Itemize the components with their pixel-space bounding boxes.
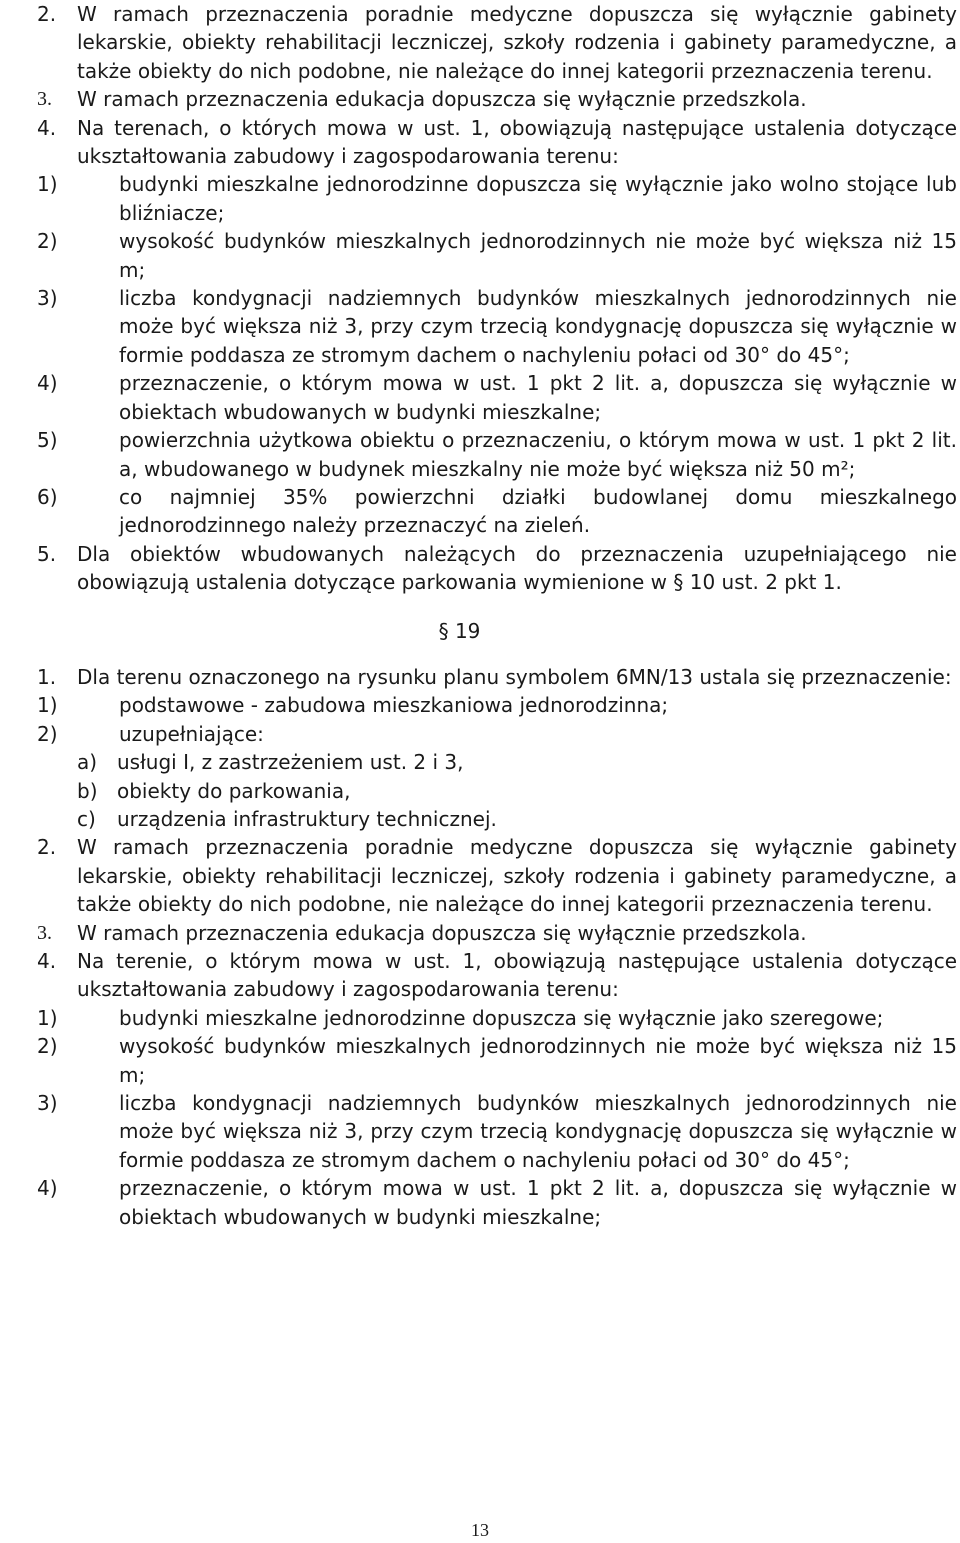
paragraph-3 bbox=[37, 919, 957, 947]
item-number: 1) bbox=[37, 693, 58, 718]
paragraph-number: 2. bbox=[37, 2, 57, 26]
list-item bbox=[37, 691, 957, 719]
list-item bbox=[37, 483, 957, 540]
paragraph-text: W ramach przeznaczenia edukacja dopuszcza się wyłącznie przedszkola. bbox=[77, 87, 807, 112]
sub-item-text: urządzenia infrastruktury technicznej. bbox=[117, 806, 497, 831]
sub-list-item bbox=[77, 777, 957, 805]
paragraph-4 bbox=[37, 114, 957, 171]
paragraph-text: Dla terenu oznaczonego na rysunku planu symbolem 6MN/13 ustala się przeznaczenie: bbox=[77, 664, 952, 689]
item-text: wysokość budynków mieszkalnych jednorodzinnych nie może być większa niż 15 m; bbox=[119, 229, 957, 282]
paragraph-text: Dla obiektów wbudowanych należących do przeznaczenia uzupełniającego nie obowiązują ustalenia dotyczące parkowania wymienione w § 10 ust. 2 pkt 1. bbox=[77, 541, 957, 595]
paragraph-text: W ramach przeznaczenia edukacja dopuszcza się wyłącznie przedszkola. bbox=[77, 920, 807, 945]
item-text: wysokość budynków mieszkalnych jednorodzinnych nie może być większa niż 15 m; bbox=[119, 1034, 957, 1087]
paragraph-4 bbox=[37, 947, 957, 1004]
item-number: 5) bbox=[37, 428, 58, 453]
item-number: 1) bbox=[37, 1005, 58, 1030]
paragraph-text: Na terenach, o których mowa w ust. 1, obowiązują następujące ustalenia dotyczące ukształtowania zabudowy i zagospodarowania terenu: bbox=[77, 115, 957, 169]
item-text: budynki mieszkalne jednorodzinne dopuszcza się wyłącznie jako wolno stojące lub bliźniacze; bbox=[119, 172, 957, 225]
sub-item-letter: b) bbox=[77, 778, 98, 803]
paragraph-text: W ramach przeznaczenia poradnie medyczne dopuszcza się wyłącznie gabinety lekarskie, obiekty rehabilitacji leczniczej, szkoły rodzenia i gabinety paramedyczne, a także obiekty do nich podobne, nie należące do innej kategorii przeznaczenia terenu. bbox=[77, 2, 957, 83]
paragraph-2 bbox=[37, 0, 957, 85]
paragraph-number: 3. bbox=[37, 921, 52, 944]
item-number: 1) bbox=[37, 172, 58, 197]
paragraph-text: W ramach przeznaczenia poradnie medyczne dopuszcza się wyłącznie gabinety lekarskie, obiekty rehabilitacji leczniczej, szkoły rodzenia i gabinety paramedyczne, a także obiekty do nich podobne, nie należące do innej kategorii przeznaczenia terenu. bbox=[77, 835, 957, 917]
item-text: uzupełniające: bbox=[119, 721, 264, 746]
list-item bbox=[37, 1174, 957, 1231]
list-item bbox=[37, 284, 957, 369]
item-number: 3) bbox=[37, 286, 58, 311]
item-text: liczba kondygnacji nadziemnych budynków mieszkalnych jednorodzinnych nie może być większa niż 3, przy czym trzecią kondygnację dopuszcza się wyłącznie w formie poddasza ze stromym dachem o nachyleniu połaci od 30° do 45°; bbox=[119, 286, 957, 367]
list-item bbox=[37, 1004, 957, 1032]
sub-item-text: obiekty do parkowania, bbox=[117, 778, 351, 803]
paragraph-number: 1. bbox=[37, 664, 57, 689]
item-number: 6) bbox=[37, 484, 58, 509]
paragraph-1 bbox=[37, 663, 957, 691]
list-item bbox=[37, 369, 957, 426]
item-number: 2) bbox=[37, 1034, 58, 1059]
sub-item-letter: a) bbox=[77, 750, 98, 775]
list-item bbox=[37, 170, 957, 227]
list-item bbox=[37, 720, 957, 748]
page-number: 13 bbox=[471, 1520, 489, 1540]
item-text: przeznaczenie, o którym mowa w ust. 1 pkt 2 lit. a, dopuszcza się wyłącznie w obiektach wbudowanych w budynki mieszkalne; bbox=[119, 371, 957, 424]
list-item bbox=[37, 1089, 957, 1174]
sub-item-letter: c) bbox=[77, 806, 96, 831]
paragraph-number: 5. bbox=[37, 541, 57, 566]
section-heading-text: § 19 bbox=[438, 618, 481, 643]
paragraph-5 bbox=[37, 540, 957, 597]
sub-item-text: usługi I, z zastrzeżeniem ust. 2 i 3, bbox=[117, 750, 464, 775]
paragraph-2 bbox=[37, 833, 957, 918]
section-heading bbox=[37, 617, 882, 645]
paragraph-number: 3. bbox=[37, 88, 52, 111]
item-text: budynki mieszkalne jednorodzinne dopuszcza się wyłącznie jako szeregowe; bbox=[119, 1005, 884, 1030]
list-item bbox=[37, 426, 957, 483]
item-text: przeznaczenie, o którym mowa w ust. 1 pkt 2 lit. a, dopuszcza się wyłącznie w obiektach wbudowanych w budynki mieszkalne; bbox=[119, 1176, 957, 1229]
item-text: podstawowe - zabudowa mieszkaniowa jednorodzinna; bbox=[119, 693, 669, 718]
item-number: 3) bbox=[37, 1091, 58, 1116]
paragraph-number: 4. bbox=[37, 949, 57, 973]
sub-list-item bbox=[77, 748, 957, 776]
item-number: 4) bbox=[37, 1176, 58, 1201]
item-text: powierzchnia użytkowa obiektu o przeznaczeniu, o którym mowa w ust. 1 pkt 2 lit. a, wbudowanego w budynek mieszkalny nie może być większa niż 50 m²; bbox=[119, 428, 957, 481]
list-item bbox=[37, 1032, 957, 1089]
item-number: 4) bbox=[37, 371, 58, 396]
paragraph-3 bbox=[37, 85, 957, 113]
item-text: liczba kondygnacji nadziemnych budynków mieszkalnych jednorodzinnych nie może być większa niż 3, przy czym trzecią kondygnację dopuszcza się wyłącznie w formie poddasza ze stromym dachem o nachyleniu połaci od 30° do 45°; bbox=[119, 1091, 957, 1172]
paragraph-number: 4. bbox=[37, 115, 57, 140]
paragraph-text: Na terenie, o którym mowa w ust. 1, obowiązują następujące ustalenia dotyczące ukształtowania zabudowy i zagospodarowania terenu: bbox=[77, 949, 957, 1002]
item-number: 2) bbox=[37, 229, 58, 254]
document-body bbox=[37, 0, 957, 1231]
list-item bbox=[37, 227, 957, 284]
paragraph-number: 2. bbox=[37, 835, 57, 860]
item-number: 2) bbox=[37, 721, 58, 746]
sub-list-item bbox=[77, 805, 957, 833]
item-text: co najmniej 35% powierzchni działki budowlanej domu mieszkalnego jednorodzinnego należy przeznaczyć na zieleń. bbox=[119, 484, 957, 538]
